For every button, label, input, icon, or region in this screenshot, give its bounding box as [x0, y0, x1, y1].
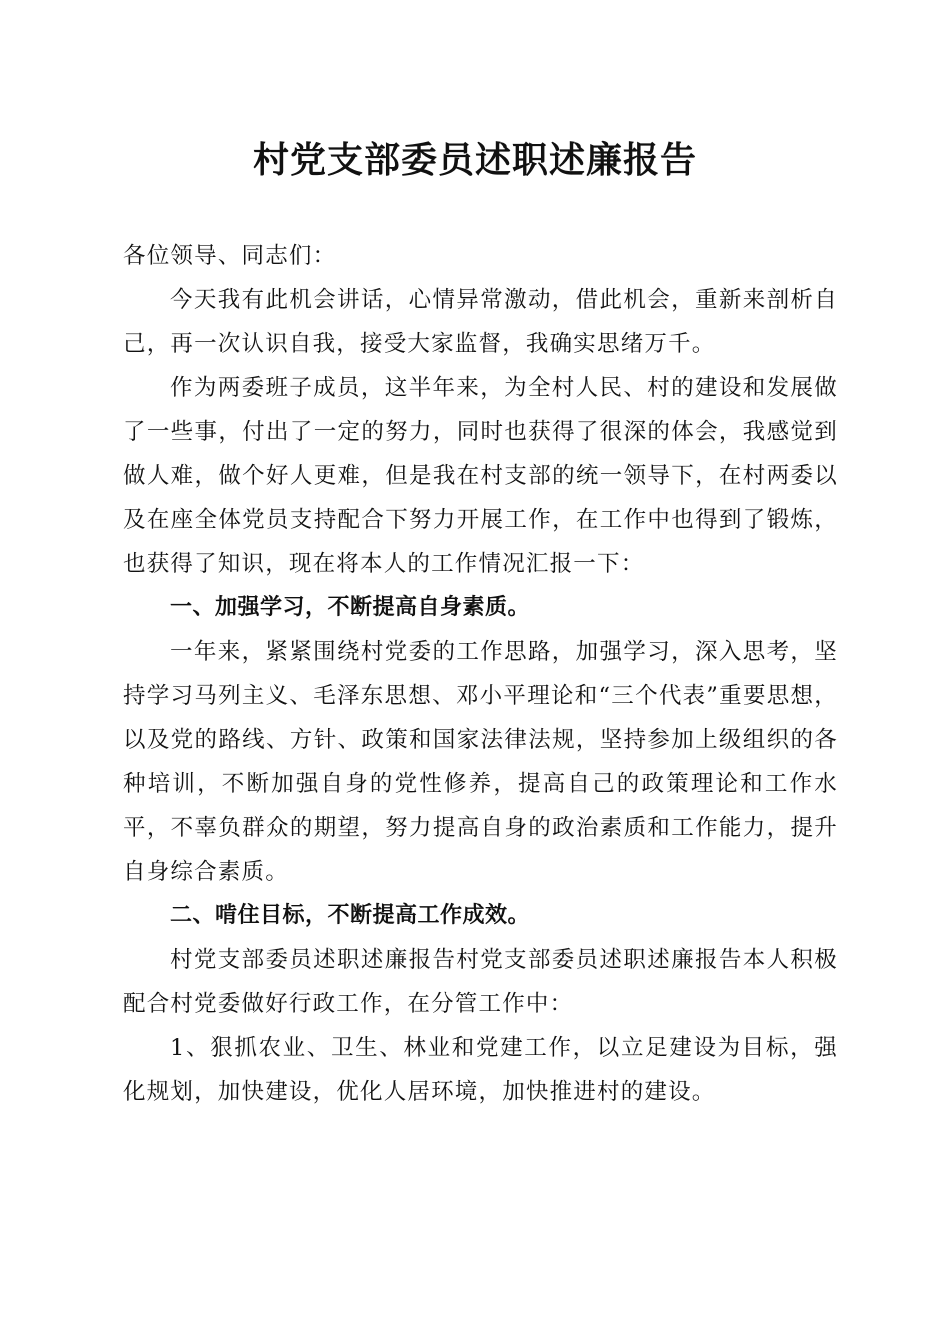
paragraph-opening: 今天我有此机会讲话，心情异常激动，借此机会，重新来剖析自己，再一次认识自我，接受大家监督，我确实思绪万千。	[123, 287, 838, 357]
paragraph-work: 村党支部委员述职述廉报告村党支部委员述职述廉报告本人积极配合村党委做好行政工作，在分管工作中：	[123, 947, 838, 1017]
document-body	[123, 234, 838, 1114]
document-title: 村党支部委员述职述廉报告	[252, 139, 697, 181]
salutation: 各位领导、同志们：	[123, 243, 337, 269]
section-heading-1: 一、加强学习，不断提高自身素质。	[170, 595, 531, 620]
paragraph-item-1: 1、狠抓农业、卫生、林业和党建工作，以立足建设为目标，强化规划，加快建设，优化人居环境，加快推进村的建设。	[123, 1035, 838, 1105]
section-heading-2: 二、啃住目标，不断提高工作成效。	[170, 903, 531, 928]
paragraph-introduction: 作为两委班子成员，这半年来，为全村人民、村的建设和发展做了一些事，付出了一定的努力，同时也获得了很深的体会，我感觉到做人难，做个好人更难，但是我在村支部的统一领导下，在村两委以及在座全体党员支持配合下努力开展工作，在工作中也得到了锻炼，也获得了知识，现在将本人的工作情况汇报一下：	[123, 375, 838, 577]
paragraph-study: 一年来，紧紧围绕村党委的工作思路，加强学习，深入思考，坚持学习马列主义、毛泽东思想、邓小平理论和“三个代表”重要思想，以及党的路线、方针、政策和国家法律法规，坚持参加上级组织的各种培训，不断加强自身的党性修养，提高自己的政策理论和工作水平，不辜负群众的期望，努力提高自身的政治素质和工作能力，提升自身综合素质。	[123, 639, 838, 885]
